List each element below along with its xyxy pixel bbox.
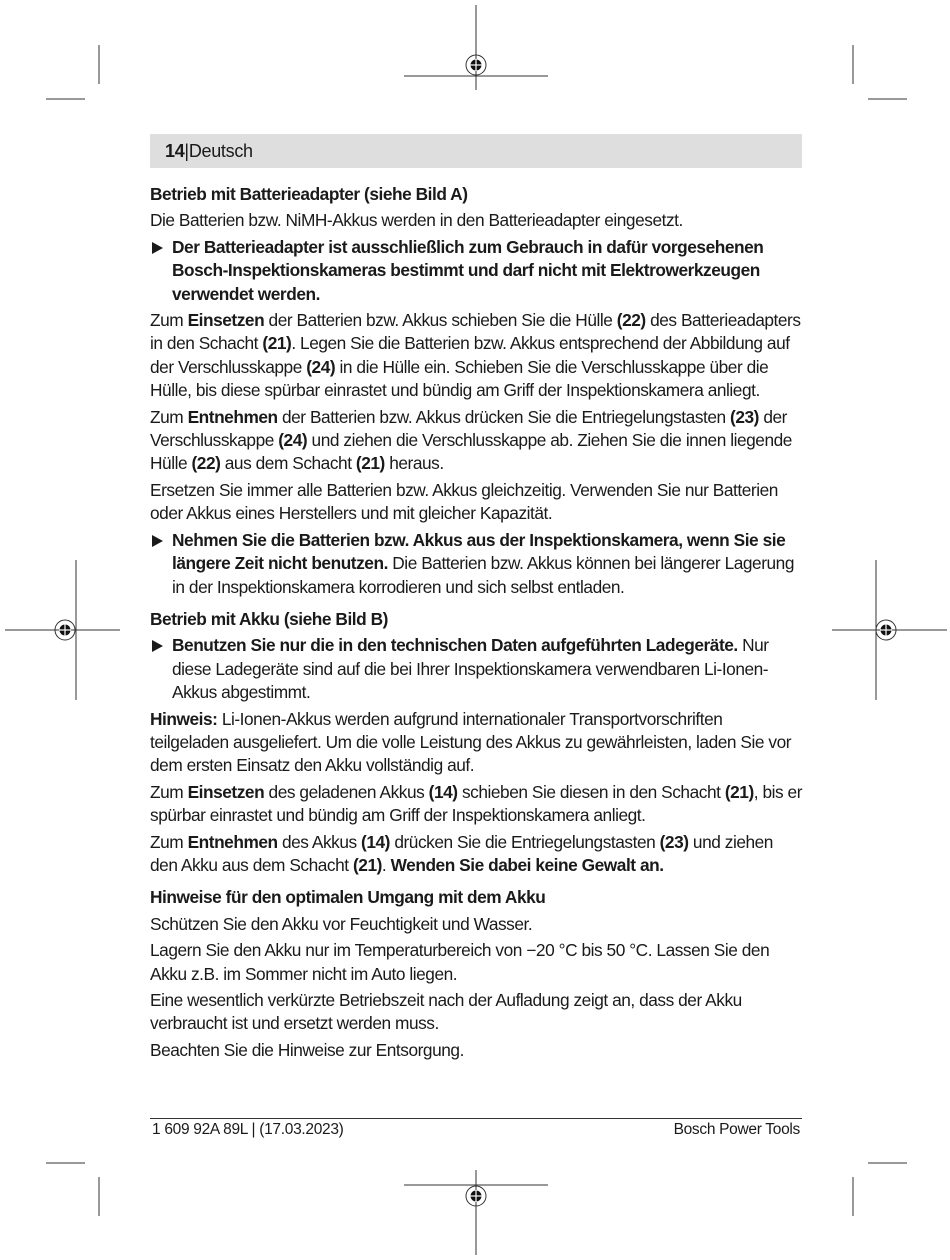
- warning-text: Der Batterieadapter ist ausschließlich zum Gebrauch in dafür vorgesehenen Bosch-Inspektionskameras bestimmt und darf nicht mit Elektrowerkzeugen verwendet werden.: [172, 236, 764, 304]
- paragraph-temperatur: Lagern Sie den Akku nur im Temperaturbereich von −20 °C bis 50 °C. Lassen Sie den Akku z.B. im Sommer nicht im Auto liegen.: [150, 940, 770, 984]
- warning-triangle-icon: [152, 640, 163, 652]
- header-language: Deutsch: [188, 141, 253, 161]
- paragraph-entnehmen-akku: Zum Entnehmen des Akkus (14) drücken Sie die Entriegelungstasten (23) und ziehen den Akku aus dem Schacht (21). Wenden Sie dabei keine Gewalt an.: [150, 831, 773, 875]
- warning-triangle-icon: [152, 535, 163, 547]
- paragraph-intro: Die Batterien bzw. NiMH-Akkus werden in den Batterieadapter eingesetzt.: [150, 210, 683, 231]
- paragraph-einsetzen-batterien: Zum Einsetzen der Batterien bzw. Akkus schieben Sie die Hülle (22) des Batterieadapters in den Schacht (21). Legen Sie die Batterien bzw. Akkus entsprechend der Abbildung auf der Verschlusskappe (24) in die Hülle ein. Schieben Sie die Verschlusskappe über die Hülle, bis diese spürbar einrastet und bündig am Griff der Inspektionskamera anliegt.: [150, 310, 801, 401]
- footer-brand: Bosch Power Tools: [673, 1121, 800, 1138]
- paragraph-entsorgung: Beachten Sie die Hinweise zur Entsorgung.: [150, 1039, 464, 1060]
- footer-divider: [150, 1118, 802, 1119]
- heading-umgang: Hinweise für den optimalen Umgang mit dem Akku: [150, 887, 546, 908]
- header-separator: |: [184, 141, 189, 161]
- warning-lagerung: Nehmen Sie die Batterien bzw. Akkus aus der Inspektionskamera, wenn Sie sie längere Zeit nicht benutzen. Die Batterien bzw. Akkus können bei längerer Lagerung in der Inspektionskamera korrodieren und sich selbst entladen.: [150, 529, 802, 599]
- paragraph-einsetzen-akku: Zum Einsetzen des geladenen Akkus (14) schieben Sie diesen in den Schacht (21), bis er spürbar einrastet und bündig am Griff der Inspektionskamera anliegt.: [150, 781, 803, 826]
- page-content: [150, 183, 802, 1065]
- paragraph-betriebszeit: Eine wesentlich verkürzte Betriebszeit nach der Aufladung zeigt an, dass der Akku verbraucht ist und ersetzt werden muss.: [150, 990, 742, 1034]
- page-number: 14: [165, 141, 185, 161]
- page-header: [165, 141, 253, 161]
- paragraph-hinweis: Hinweis: Li-Ionen-Akkus werden aufgrund internationaler Transportvorschriften teilgeladen ausgeliefert. Um die volle Leistung des Akkus zu gewährleisten, laden Sie vor dem ersten Einsatz den Akku vollständig auf.: [150, 708, 792, 776]
- footer-doc-id: 1 609 92A 89L | (17.03.2023): [152, 1121, 344, 1138]
- warning-ladegeraete: Benutzen Sie nur die in den technischen Daten aufgeführten Ladegeräte. Nur diese Ladegeräte sind auf die bei Ihrer Inspektionskamera verwendbaren Li-Ionen-Akkus abgestimmt.: [150, 634, 802, 704]
- heading-batterieadapter: Betrieb mit Batterieadapter (siehe Bild A): [150, 184, 468, 204]
- heading-akku: Betrieb mit Akku (siehe Bild B): [150, 608, 388, 629]
- warning-triangle-icon: [152, 242, 163, 254]
- paragraph-feuchtigkeit: Schützen Sie den Akku vor Feuchtigkeit und Wasser.: [150, 913, 533, 934]
- paragraph-ersetzen: Ersetzen Sie immer alle Batterien bzw. Akkus gleichzeitig. Verwenden Sie nur Batterien oder Akkus eines Herstellers und mit gleicher Kapazität.: [150, 479, 778, 524]
- warning-batterieadapter: [150, 236, 802, 306]
- paragraph-entnehmen-batterien: Zum Entnehmen der Batterien bzw. Akkus drücken Sie die Entriegelungstasten (23) der Verschlusskappe (24) und ziehen die Verschlusskappe ab. Ziehen Sie die innen liegende Hülle (22) aus dem Schacht (21) heraus.: [150, 406, 792, 474]
